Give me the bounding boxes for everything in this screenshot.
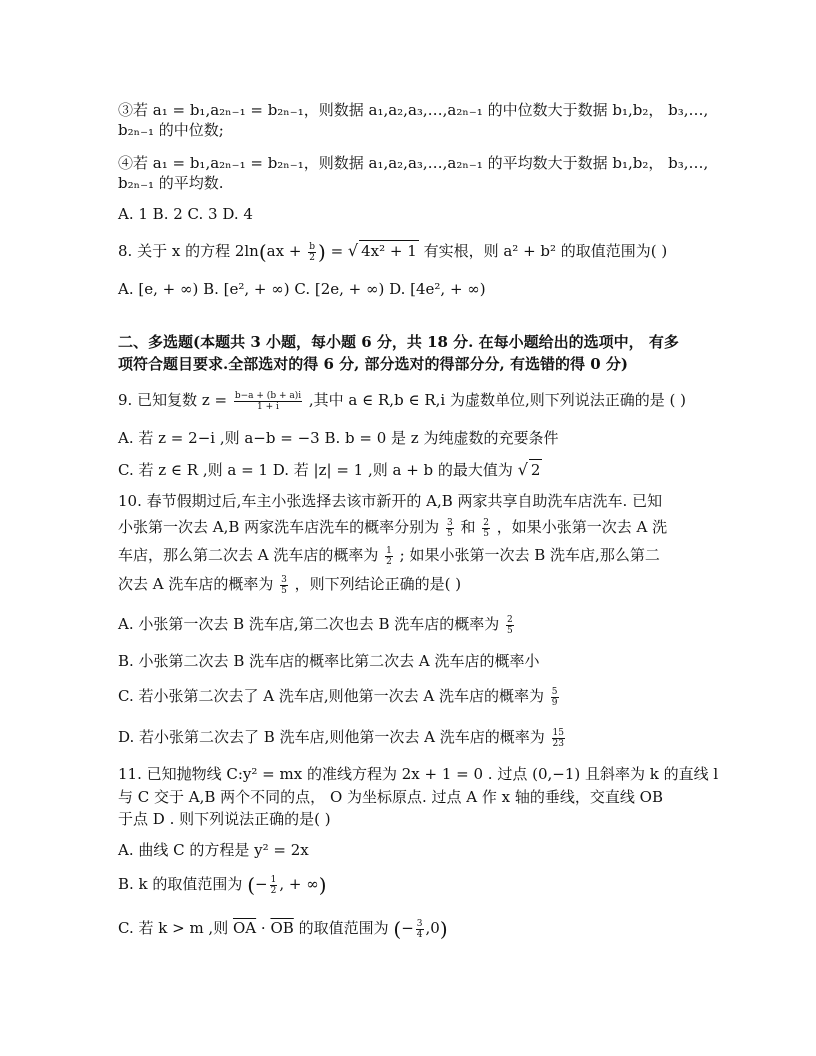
text: ，则下列结论正确的是( )	[294, 575, 462, 593]
q8-prefix: 8. 关于 x 的方程 2ln	[118, 242, 259, 260]
text: A. 小张第一次去 B 洗车店,第二次也去 B 洗车店的概率为	[118, 615, 500, 633]
q11-line3: 于点 D . 则下列说法正确的是( )	[118, 810, 331, 828]
q10-option-a	[118, 614, 516, 636]
frac-num: 5	[551, 686, 558, 697]
text: 和	[460, 518, 476, 536]
paren-open: (	[247, 873, 256, 897]
q10-line2	[118, 517, 667, 539]
frac-num: 2	[483, 517, 489, 528]
item3-line1: ③若 a₁ = b₁,a₂ₙ₋₁ = b₂ₙ₋₁，则数据 a₁,a₂,a₃,…,a₂ₙ₋₁ 的中位数大于数据 b₁,b₂， b₃,…,	[118, 101, 709, 119]
paren-close: )	[317, 240, 326, 264]
item3-line2: b₂ₙ₋₁ 的中位数;	[118, 121, 224, 139]
q11-line2: 与 C 交于 A,B 两个不同的点， O 为坐标原点. 过点 A 作 x 轴的垂线，交直线 OB	[118, 788, 663, 806]
frac-num: 3	[416, 918, 423, 929]
frac-num: 3	[281, 574, 287, 585]
frac-num: b	[309, 241, 315, 252]
q8-inner: ax +	[266, 242, 302, 260]
frac-num: b−a + (b + a)i	[234, 390, 302, 401]
fraction	[270, 875, 278, 896]
q9-sqrt: 2	[530, 461, 541, 479]
q8-fraction	[308, 242, 316, 263]
frac-num: 1	[386, 545, 392, 556]
item4-line1: ④若 a₁ = b₁,a₂ₙ₋₁ = b₂ₙ₋₁，则数据 a₁,a₂,a₃,…,a₂ₙ₋₁ 的平均数大于数据 b₁,b₂， b₃,…,	[118, 154, 709, 172]
q10-option-c	[118, 686, 561, 708]
vector-oa: $\overline{OA}$	[232, 919, 257, 937]
frac-num: 15	[552, 727, 564, 738]
text: , + ∞	[279, 875, 319, 893]
q10-option-d	[118, 727, 567, 749]
q10-option-b: B. 小张第二次去 B 洗车店的概率比第二次去 A 洗车店的概率小	[118, 652, 540, 670]
text: C. 若小张第二次去了 A 洗车店,则他第一次去 A 洗车店的概率为	[118, 687, 544, 705]
fraction	[446, 518, 454, 539]
sqrt-sign-icon: √	[347, 241, 359, 260]
q11-line1: 11. 已知抛物线 C:y² = mx 的准线方程为 2x + 1 = 0 . 过点 (0,−1) 且斜率为 k 的直线 l	[118, 765, 719, 783]
q11-option-a: A. 曲线 C 的方程是 y² = 2x	[118, 841, 309, 859]
q9-options-cd	[118, 459, 542, 480]
section2-heading-line2: 项符合题目要求.全部选对的得 6 分, 部分选对的得部分分, 有选错的得 0 分)	[118, 355, 628, 373]
q10-line3	[118, 545, 660, 567]
frac-den: 4	[416, 929, 423, 940]
fraction	[416, 919, 424, 940]
frac-den: 5	[507, 625, 513, 636]
fraction	[482, 518, 490, 539]
q10-line4	[118, 574, 461, 596]
frac-den: 9	[551, 697, 558, 708]
paren-open: (	[258, 240, 267, 264]
frac-den: 2	[309, 252, 315, 263]
q7-options: A. 1 B. 2 C. 3 D. 4	[118, 205, 253, 223]
text: ，如果小张第一次去 A 洗	[496, 518, 668, 536]
fraction	[280, 575, 288, 596]
frac-den: 5	[281, 585, 287, 596]
q9-stem	[118, 390, 686, 412]
q8-sqrt: 4x² + 1	[361, 242, 417, 260]
text: 车店，那么第二次去 A 洗车店的概率为	[118, 546, 379, 564]
q10-line1: 10. 春节假期过后,车主小张选择去该市新开的 A,B 两家共享自助洗车店洗车. 已知	[118, 492, 663, 510]
q8-options: A. [e, + ∞) B. [e², + ∞) C. [2e, + ∞) D. [4e², + ∞)	[118, 280, 486, 298]
q9-prefix: 9. 已知复数 z =	[118, 391, 228, 409]
frac-den: 2	[270, 885, 277, 896]
paren-close: )	[439, 917, 448, 941]
q8-suffix: 有实根，则 a² + b² 的取值范围为( )	[423, 242, 668, 260]
paren-close: )	[318, 873, 327, 897]
vector-ob: $\overline{OB}$	[270, 919, 294, 937]
q11-option-c: C. 若 k > m ,则 $\overline{OA} \cdot \overline{OB}$ 的取值范围为 (− $\frac{3}{4}$ ,0)	[118, 917, 448, 941]
frac-den: 5	[446, 528, 453, 539]
text: B. k 的取值范围为	[118, 875, 243, 893]
text: ,0	[425, 919, 440, 937]
frac-num: 1	[270, 874, 277, 885]
fraction	[552, 728, 565, 749]
frac-den: 2	[386, 556, 392, 567]
fraction	[385, 546, 393, 567]
sqrt-sign-icon: √	[517, 460, 528, 479]
text: 小张第一次去 A,B 两家洗车店洗车的概率分别为	[118, 518, 440, 536]
section2-heading-line1: 二、多选题(本题共 3 小题，每小题 6 分，共 18 分. 在每小题给出的选项中， 有多	[118, 333, 679, 351]
frac-den: 23	[552, 738, 564, 749]
fraction	[551, 687, 559, 708]
frac-num: 2	[507, 614, 513, 625]
item4-line2: b₂ₙ₋₁ 的平均数.	[118, 174, 224, 192]
q9-fraction	[234, 391, 302, 412]
q11-option-b: B. k 的取值范围为 (− $\frac{1}{2}$ , + ∞)	[118, 873, 327, 897]
text: D. 若小张第二次去了 B 洗车店,则他第一次去 A 洗车店的概率为	[118, 728, 545, 746]
text: 的取值范围为	[298, 919, 389, 937]
dot-operator: ·	[260, 919, 266, 937]
q8-equals: =	[330, 242, 344, 260]
q9-options-ab: A. 若 z = 2−i ,则 a−b = −3 B. b = 0 是 z 为纯虚数的充要条件	[118, 429, 559, 447]
q9-suffix: ,其中 a ∈ R,b ∈ R,i 为虚数单位,则下列说法正确的是 ( )	[308, 391, 686, 409]
frac-num: 3	[446, 517, 453, 528]
q8-stem	[118, 240, 667, 263]
frac-den: 1 + i	[257, 401, 279, 412]
fraction	[506, 615, 514, 636]
frac-den: 5	[483, 528, 489, 539]
paren-open: (	[393, 917, 402, 941]
q9-options-cd-text: C. 若 z ∈ R ,则 a = 1 D. 若 |z| = 1 ,则 a + b 的最大值为	[118, 461, 513, 479]
text: 次去 A 洗车店的概率为	[118, 575, 274, 593]
text: C. 若 k > m ,则	[118, 919, 229, 937]
text: ; 如果小张第一次去 B 洗车店,那么第二	[399, 546, 660, 564]
